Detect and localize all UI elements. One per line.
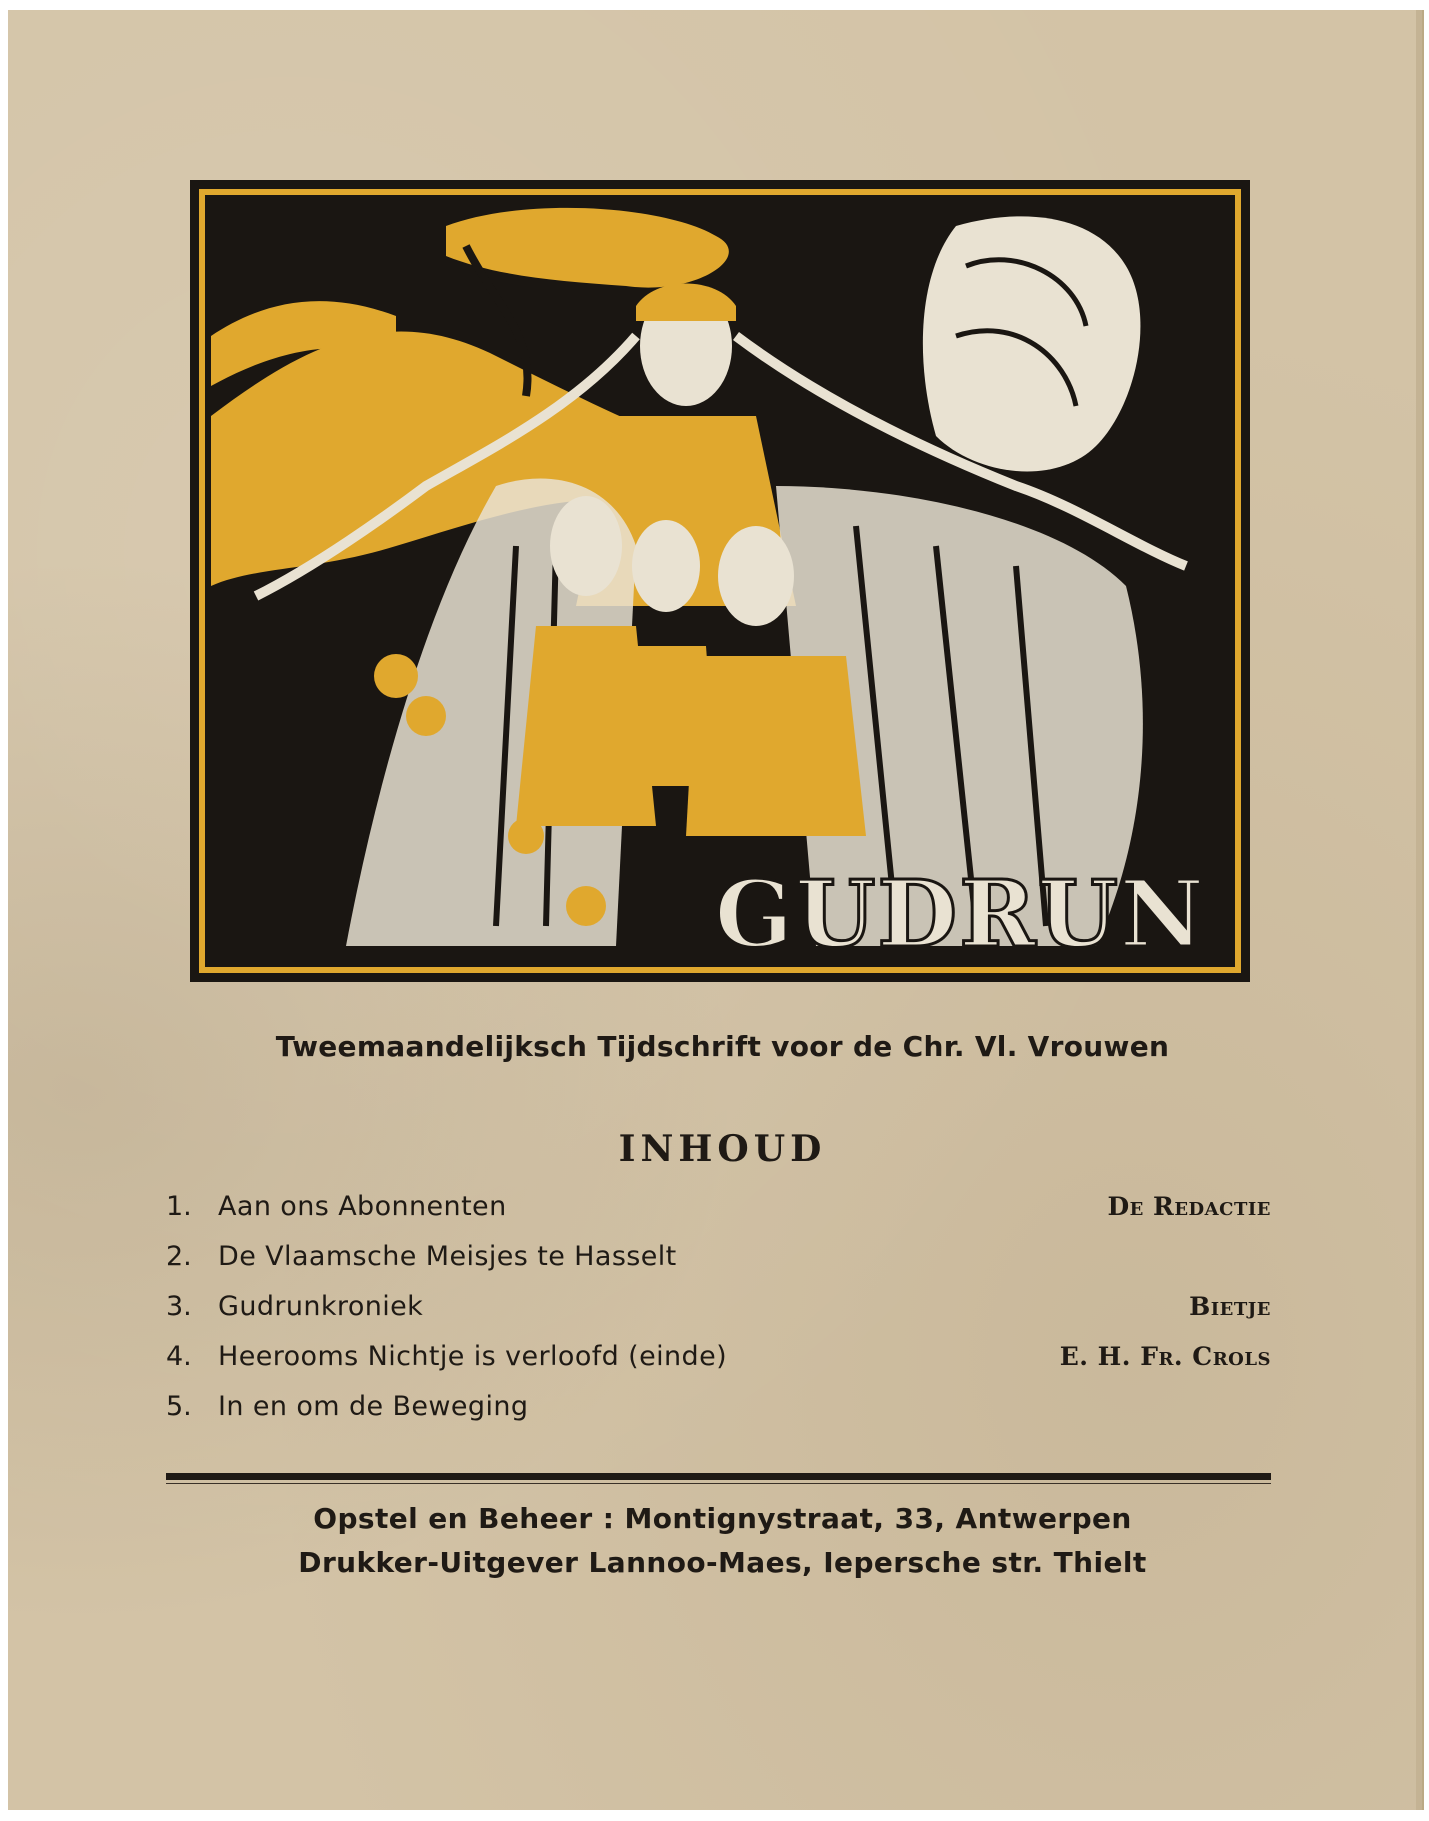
toc-entry — [166, 1382, 1271, 1432]
toc-entry — [166, 1332, 1271, 1382]
toc-entry-author: De Redactie — [1107, 1192, 1271, 1221]
divider-rule-thin — [166, 1483, 1271, 1484]
toc-entry-title: Aan ons Abonnenten — [218, 1191, 507, 1222]
cover-title: GUDRUN — [714, 860, 1206, 968]
toc-heading: INHOUD — [618, 1128, 827, 1170]
toc-entry-title: Heerooms Nichtje is verloofd (einde) — [218, 1341, 728, 1372]
toc-entry-number: 5. — [166, 1391, 192, 1422]
toc-entry-author: E. H. Fr. Crols — [1059, 1342, 1271, 1371]
cover-illustration — [190, 180, 1250, 982]
table-of-contents — [166, 1182, 1271, 1432]
magazine-subtitle: Tweemaandelijksch Tijdschrift voor de Chr. Vl. Vrouwen — [275, 1030, 1170, 1063]
imprint-editorial-address: Opstel en Beheer : Montignystraat, 33, Antwerpen — [313, 1502, 1132, 1535]
toc-entry-title: De Vlaamsche Meisjes te Hasselt — [218, 1241, 677, 1272]
toc-entry-number: 2. — [166, 1241, 192, 1272]
toc-entry — [166, 1282, 1271, 1332]
toc-entry-title: In en om de Beweging — [218, 1391, 529, 1422]
toc-entry-number: 1. — [166, 1191, 192, 1222]
divider-rule — [166, 1473, 1271, 1480]
toc-entry-title: Gudrunkroniek — [218, 1291, 424, 1322]
toc-entry-author: Bietje — [1189, 1292, 1271, 1321]
toc-entry-number: 4. — [166, 1341, 192, 1372]
toc-entry-number: 3. — [166, 1291, 192, 1322]
imprint-publisher: Drukker-Uitgever Lannoo-Maes, Iepersche str. Thielt — [298, 1546, 1147, 1579]
magazine-cover — [8, 10, 1422, 1810]
toc-entry — [166, 1232, 1271, 1282]
toc-entry — [166, 1182, 1271, 1232]
